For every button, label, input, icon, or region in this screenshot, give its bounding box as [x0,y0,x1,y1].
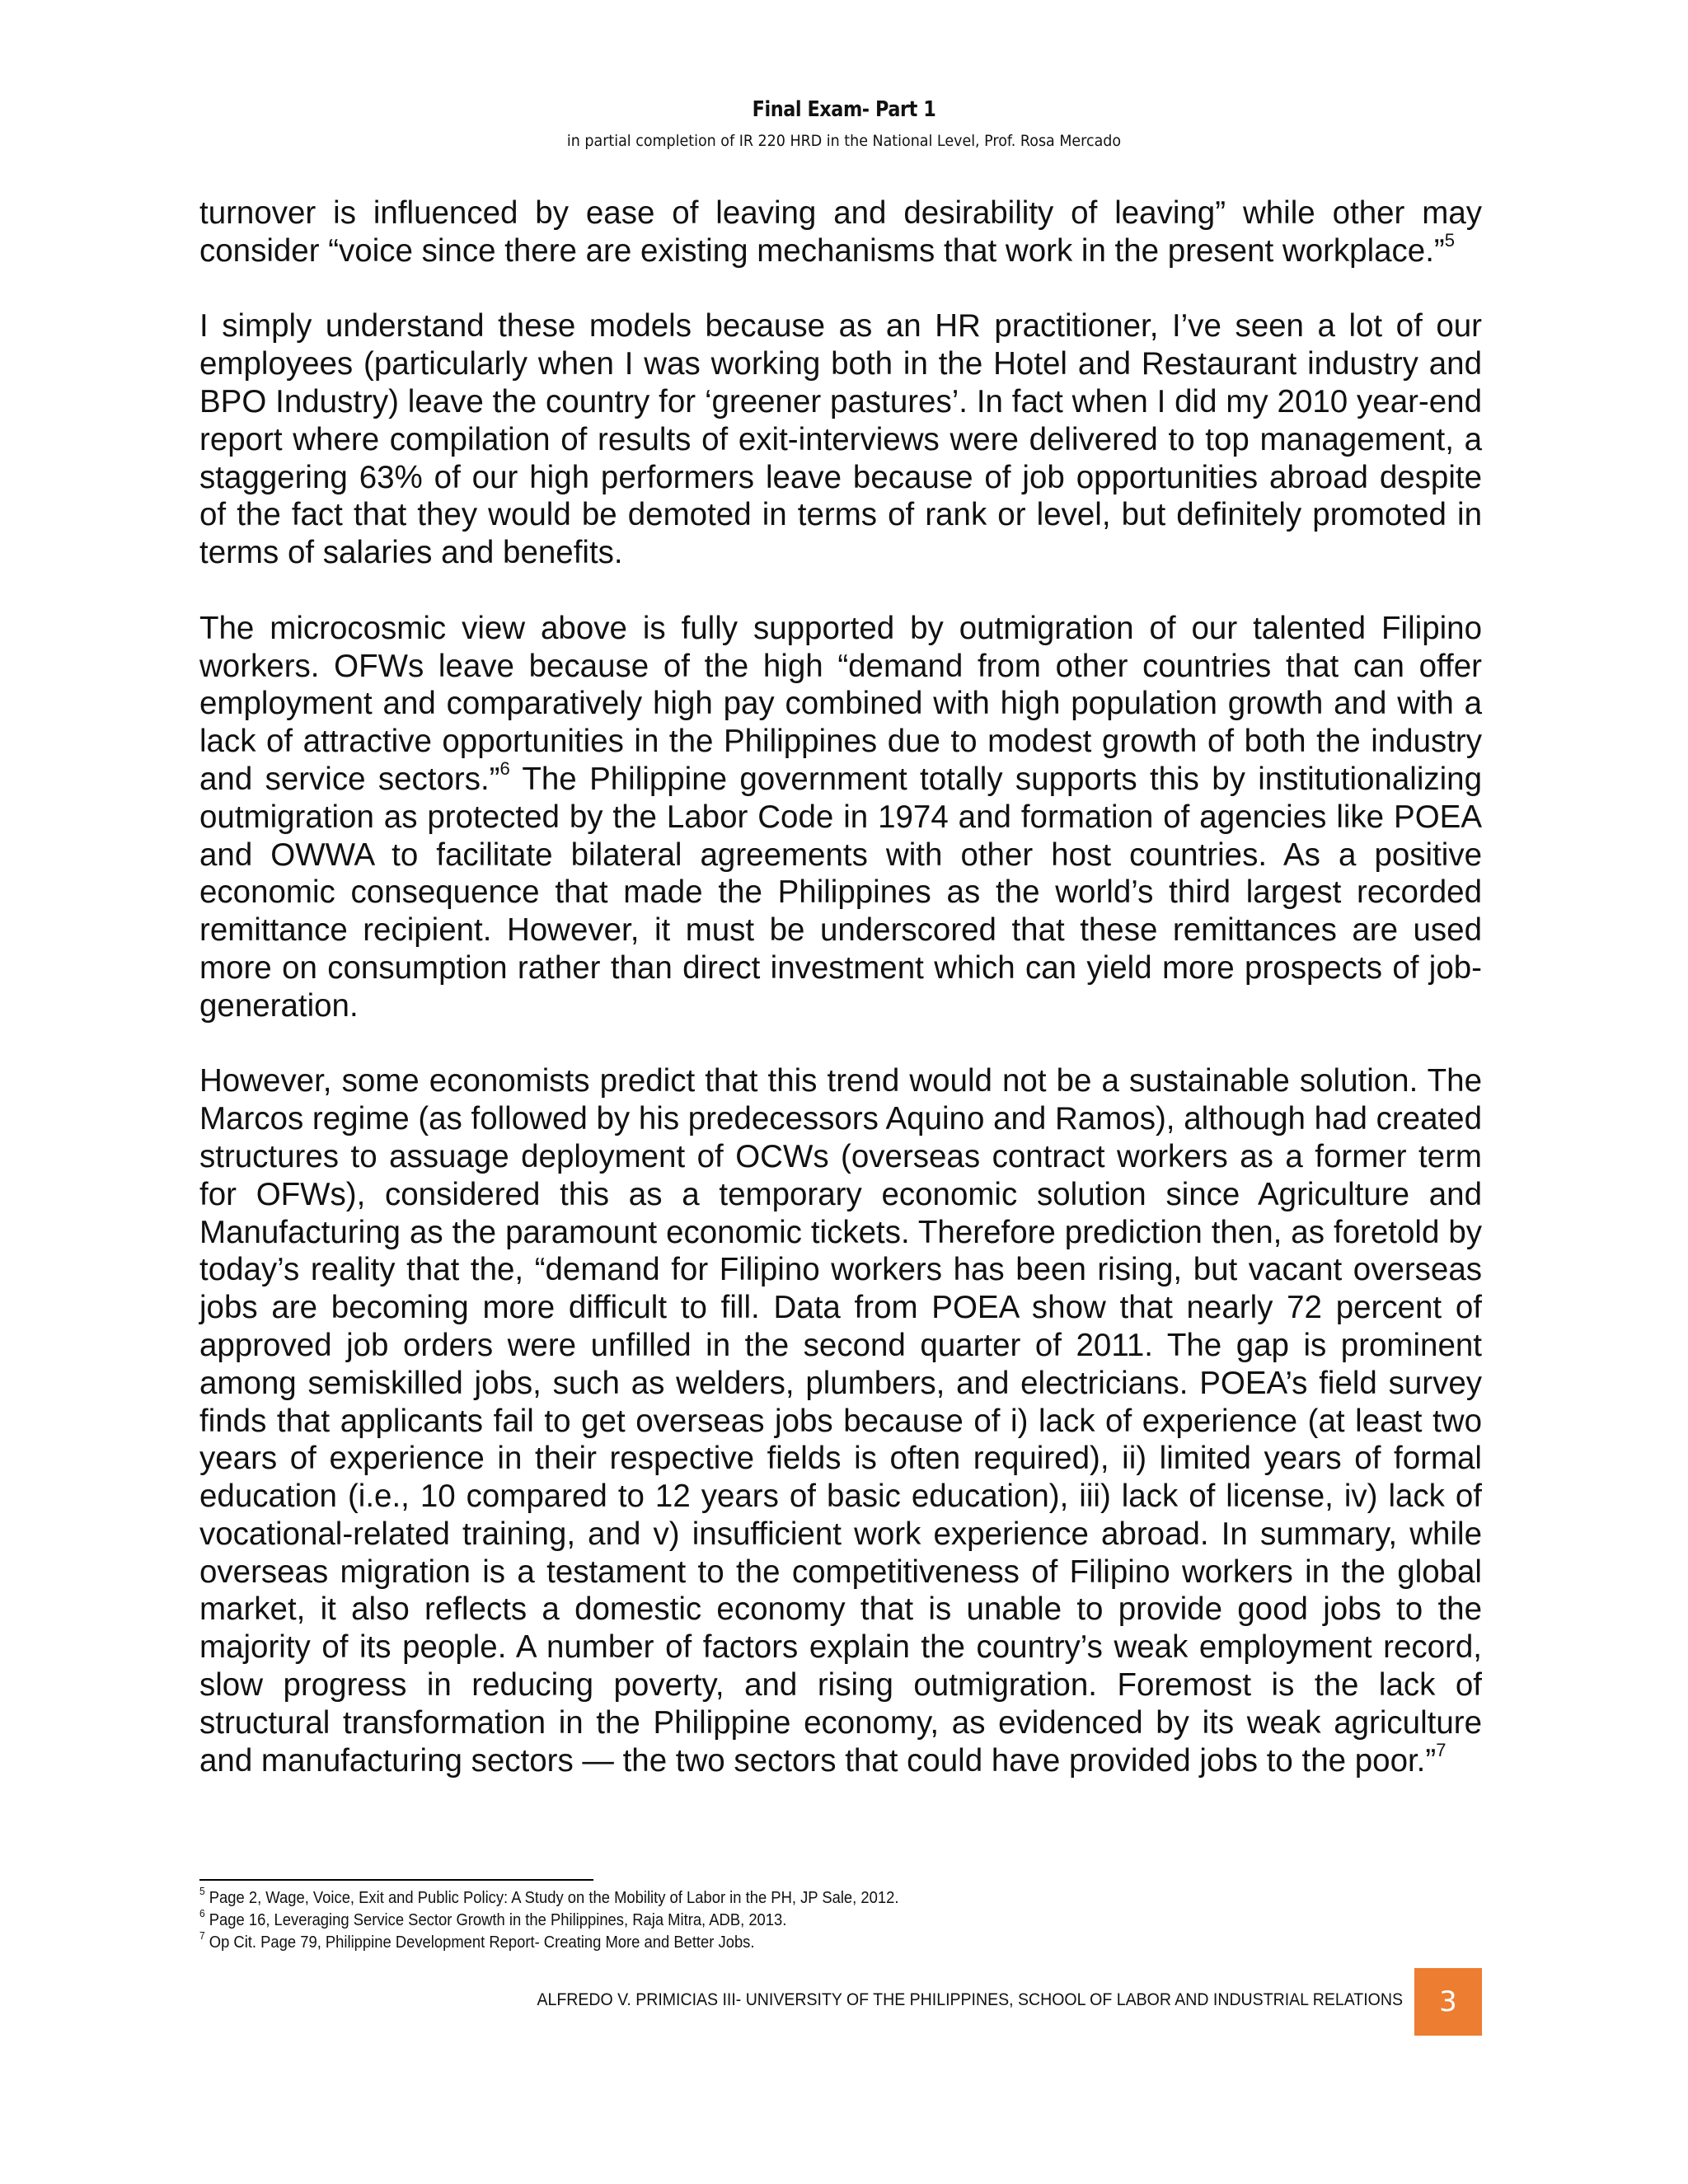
footnote-separator [199,1879,593,1881]
paragraph-4 [199,1062,1482,1779]
footnote-7 [199,1929,1380,1954]
footnote-ref-5[interactable]: 5 [1444,229,1455,251]
footnote-number: 5 [199,1885,205,1898]
paragraph-3 [199,610,1482,1025]
footnote-ref-7[interactable]: 7 [1436,1739,1447,1760]
footnote-number: 7 [199,1929,205,1943]
paragraph-3-text-a: The microcosmic view above is fully supported by outmigration of our talented Filipino workers. OFWs leave because of the high “demand from other countries that can offer employment and comparatively high pay combined with high population growth and with a lack of attractive opportunities in the Philippines due to modest growth of both the industry and service sectors.” [199,610,1482,797]
footnote-number: 6 [199,1907,205,1920]
body-text [199,194,1482,1779]
page-number-badge: 3 [1414,1968,1482,2036]
footnote-text: Page 16, Leveraging Service Sector Growth in the Philippines, Raja Mitra, ADB, 2013. [204,1911,787,1929]
footnote-text: Page 2, Wage, Voice, Exit and Public Policy: A Study on the Mobility of Labor in the PH, JP Sale, 2012. [204,1889,899,1907]
footnote-text: Op Cit. Page 79, Philippine Development Report- Creating More and Better Jobs. [204,1933,755,1952]
header-subtitle: in partial completion of IR 220 HRD in the National Level, Prof. Rosa Mercado [566,132,1122,150]
paragraph-1-text: turnover is influenced by ease of leaving and desirability of leaving” while other may consider “voice since there are existing mechanisms that work in the present workplace.” [199,195,1482,269]
footnote-ref-6[interactable]: 6 [499,758,510,780]
paragraph-4-text: However, some economists predict that this trend would not be a sustainable solution. The Marcos regime (as followed by his predecessors Aquino and Ramos), although had created structures to assuage deployment of OCWs (overseas contract workers as a former term for OFWs), considered this as a temporary economic solution since Agriculture and Manufacturing as the paramount economic tickets. Therefore prediction then, as foretold by today’s reality that the, “demand for Filipino workers has been rising, but vacant overseas jobs are becoming more difficult to fill. Data from POEA show that nearly 72 percent of approved job orders were unfilled in the second quarter of 2011. The gap is prominent among semiskilled jobs, such as welders, plumbers, and electricians. POEA’s field survey finds that applicants fail to get overseas jobs because of i) lack of experience (at least two years of experience in their respective fields is often required), ii) limited years of formal education (i.e., 10 compared to 12 years of basic education), iii) lack of license, iv) lack of vocational-related training, and v) insufficient work experience abroad. In summary, while overseas migration is a testament to the competitiveness of Filipino workers in the global market, it also reflects a domestic economy that is unable to provide good jobs to the majority of its people. A number of factors explain the country’s weak employment record, slow progress in reducing poverty, and rising outmigration. Foremost is the lack of structural transformation in the Philippine economy, as evidenced by its weak agriculture and manufacturing sectors — the two sectors that could have provided jobs to the poor.” [199,1063,1482,1779]
paragraph-2-text: I simply understand these models because as an HR practitioner, I’ve seen a lot of our employees (particularly when I was working both in the Hotel and Restaurant industry and BPO Industry) leave the country for ‘greener pastures’. In fact when I did my 2010 year-end report where compilation of results of exit-interviews were delivered to top management, a staggering 63% of our high performers leave because of job opportunities abroad despite of the fact that they would be demoted in terms of rank or level, but definitely promoted in terms of salaries and benefits. [199,308,1482,571]
footnotes [199,1887,1482,1954]
footnote-6 [199,1907,1380,1932]
header-title: Final Exam- Part 1 [752,97,936,122]
paragraph-1 [199,194,1482,270]
page-footer: ALFREDO V. PRIMICIAS III- UNIVERSITY OF THE PHILIPPINES, SCHOOL OF LABOR AND INDUSTRIAL RELATIONS [537,1990,1403,2009]
footnote-5 [199,1887,1380,1910]
page-header [0,97,1688,150]
paragraph-3-text-b: The Philippine government totally supports this by institutionalizing outmigration as protected by the Labor Code in 1974 and formation of agencies like POEA and OWWA to facilitate bilateral agreements with other host countries. As a positive economic consequence that made the Philippines as the world’s third largest recorded remittance recipient. However, it must be underscored that these remittances are used more on consumption rather than direct investment which can yield more prospects of job- generation. [199,761,1482,1024]
paragraph-2 [199,307,1482,572]
